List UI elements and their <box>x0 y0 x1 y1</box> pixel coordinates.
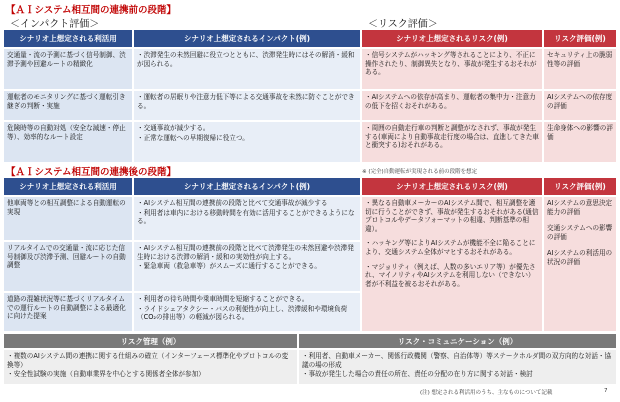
before-header-impact: シナリオ上想定されるインパクト(例) <box>134 30 360 47</box>
before-section-title: 【ＡＩシステム相互間の連携前の段階】 <box>6 5 177 16</box>
before-row1-use: 交通量・流の予測に基づく信号制御、渋滞予測や回避ルートの精緻化 <box>4 49 132 89</box>
risk-communication-header: リスク・コミュニケーション（例） <box>299 334 616 348</box>
after-header-eval: リスク評価(例) <box>544 178 616 195</box>
before-row3-use: 危険時等の自動対処（安全な減速・停止等）、効率的なルート設定 <box>4 122 132 162</box>
after-header-use: シナリオ上想定される利活用 <box>4 178 132 195</box>
before-row2-impact <box>134 91 360 120</box>
eval-item: AIシステムの利活用の状況の評価 <box>547 249 613 266</box>
before-row3-eval: 生命身体への影響の評価 <box>544 122 616 162</box>
risk-item: ・マジョリティ（例えば、人数の多いエリア等）が優先され、マイノリティやAIシステムを利用しない（できない）者が不利益を被るおそれがある。 <box>365 262 536 288</box>
impact-evaluation-heading: ＜インパクト評価＞ <box>10 19 100 30</box>
after-risks <box>362 197 542 331</box>
after-row2-impact <box>134 242 360 291</box>
impact-item: ・AIシステム相互間の連携前の段階と比べて交通事故が減少する <box>137 199 328 207</box>
risk-item: ・信号システムがハッキング等されることにより、不正に操作されたり、制御異失となり、事故が発生するおそれがある。 <box>365 51 537 77</box>
before-row2-eval: AIシステムへの依存度の評価 <box>544 91 616 120</box>
after-row1-impact <box>134 197 360 240</box>
eval-item: AIシステムの意思決定能力の評価 <box>547 199 613 216</box>
impact-item: ・渋滞発生の未然回避に役立つとともに、渋滞発生時にはその解消・緩和が図られる。 <box>137 51 355 68</box>
after-evals <box>544 197 616 331</box>
impact-item: ・運転者の居眠りや注意力低下等による交通事故を未然に防ぐことができる。 <box>137 93 355 110</box>
after-row3-use: 道路の混雑状況等に基づくリアルタイムでの運行ルートの自動調整による最適化に向けた提案 <box>4 293 132 331</box>
before-row1-impact <box>134 49 360 89</box>
risk-item: ・周囲の自動走行車の判断と調整がなされず、事故が発生する(車両により自動事故走行度の場合は、直進してきた車と衝突する)おそれがある。 <box>365 124 540 150</box>
after-header-impact: シナリオ上想定されるインパクト(例) <box>134 178 360 195</box>
risk-evaluation-heading: ＜リスク評価＞ <box>368 19 438 30</box>
before-row1-risk <box>362 49 542 89</box>
communication-item: ・利用者、自動車メーカー、関係行政機関（警察、自治体等）等ステークホルダ間の双方向的な対話・協議の場の形成 <box>302 352 612 369</box>
after-row3-impact <box>134 293 360 331</box>
control-item: ・安全性試験の実施（自動車業界を中心とする関係者全体が参加） <box>7 370 205 379</box>
risk-communication-items <box>299 350 616 384</box>
impact-item: ・緊急車両（救急車等）がスムーズに通行することができる。 <box>137 262 321 271</box>
impact-item: ・正常な運転への早期復帰に役立つ。 <box>137 133 249 142</box>
communication-item: ・事故が発生した場合の責任の所在、責任の分配の在り方に関する対話・検討 <box>302 370 533 379</box>
impact-item: ・利用者は車内における移動時間を有効に活用することができるようになる。 <box>137 208 355 226</box>
before-note: ※ (完全)自動運転が実現される前の段階を想定 <box>362 169 478 175</box>
impact-item: ・ライドシェアタクシー・バスの利便性が向上し、渋滞緩和や環境負荷（CO₂の排出等）の軽減が図られる。 <box>137 304 348 322</box>
eval-item: 交通システムへの影響の評価 <box>547 224 613 241</box>
impact-item: ・AIシステム相互間の連携前の段階と比べて渋滞発生の未然回避や渋滞発生時における渋滞の解消・緩和の実効性が向上する。 <box>137 244 354 261</box>
footnote: (注) 想定される利活用のうち、主なものについて記載 <box>420 390 553 396</box>
impact-item: ・利用者の待ち時間や乗車時間を短縮することができる。 <box>137 295 309 303</box>
risk-item: ・AIシステムへの依存が高まり、運転者の集中力・注意力の低下を招くおそれがある。 <box>365 93 536 110</box>
before-row3-risk <box>362 122 542 162</box>
after-row2-use: リアルタイムでの交通量・流に応じた信号制御及び渋滞予測、回避ルートの自動調整 <box>4 242 132 291</box>
page-number: 7 <box>604 388 608 394</box>
before-row1-eval: セキュリティ上の脆弱性等の評価 <box>544 49 616 89</box>
before-row2-use: 運転者のモニタリングに基づく運転引き継ぎの判断・実施 <box>4 91 132 120</box>
risk-control-items <box>4 350 297 384</box>
after-header-risk: シナリオ上想定されるリスク(例) <box>362 178 542 195</box>
before-header-eval: リスク評価(例) <box>544 30 616 47</box>
risk-item: ・異なる自動車メーカーのAIシステム間で、相互調整を適切に行うことができず、事故が発生するおそれがある(通信プロトコルやデータフォーマットの相違、判断基準の相違）。 <box>365 199 539 233</box>
after-row1-use: 他車両等との相互調整による自動運転の実現 <box>4 197 132 240</box>
before-row2-risk <box>362 91 542 120</box>
control-item: ・複数のAIシステム間の連携に関する仕組みの確立（インターフェース標準化やプロトコルの変換等） <box>7 352 289 369</box>
risk-control-header: リスク管理（例） <box>4 334 297 348</box>
risk-item: ・ハッキング等によりAIシステムが機能不全に陥ることにより、交通システム全体がマヒするおそれがある。 <box>365 239 536 256</box>
before-header-use: シナリオ上想定される利活用 <box>4 30 132 47</box>
impact-item: ・交通事故が減少する。 <box>137 124 210 132</box>
after-section-title: 【ＡＩシステム相互間の連携後の段階】 <box>6 167 177 178</box>
before-row3-impact <box>134 122 360 162</box>
before-header-risk: シナリオ上想定されるリスク(例) <box>362 30 542 47</box>
